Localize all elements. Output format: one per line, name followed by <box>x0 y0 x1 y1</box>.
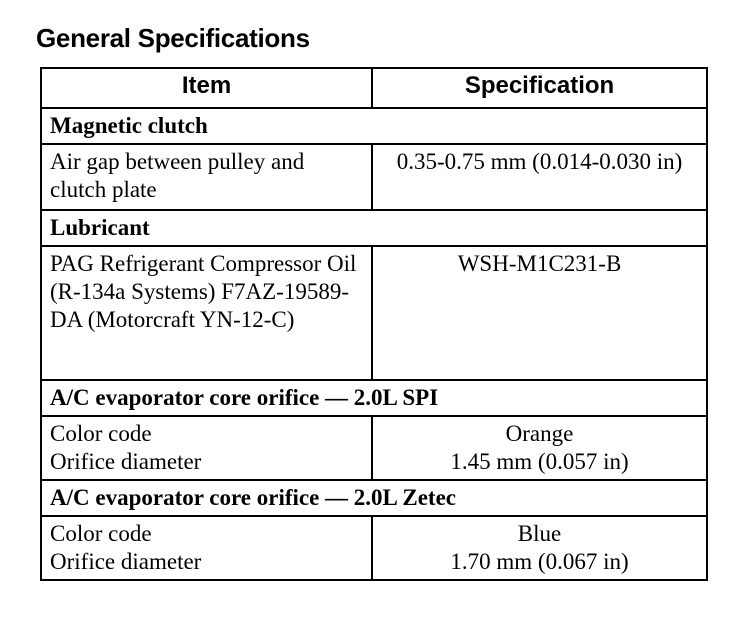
table-row <box>41 416 707 480</box>
item-text-color-code: Color code <box>50 521 152 546</box>
value-cell <box>372 246 707 380</box>
item-cell <box>41 416 372 480</box>
section-title-magnetic-clutch: Magnetic clutch <box>41 108 707 144</box>
item-cell <box>41 516 372 580</box>
item-text: PAG Refrigerant Compressor Oil (R-134a Systems) F7AZ-19589-DA (Motorcraft YN-12-C) <box>50 251 357 332</box>
item-text-color-code: Color code <box>50 421 152 446</box>
section-row <box>41 480 707 516</box>
value-cell <box>372 516 707 580</box>
section-row <box>41 380 707 416</box>
section-title-orifice-zetec: A/C evaporator core orifice — 2.0L Zetec <box>41 480 707 516</box>
value-text-color: Orange <box>505 421 574 446</box>
value-text: 0.35-0.75 mm (0.014-0.030 in) <box>396 149 683 174</box>
item-text-orifice-diameter: Orifice diameter <box>50 549 202 574</box>
item-text-orifice-diameter: Orifice diameter <box>50 449 202 474</box>
value-text: WSH-M1C231-B <box>457 251 622 276</box>
section-title-lubricant: Lubricant <box>41 210 707 246</box>
value-text-diameter: 1.70 mm (0.067 in) <box>450 549 629 574</box>
value-text-color: Blue <box>517 521 562 546</box>
table-row <box>41 246 707 380</box>
section-row <box>41 108 707 144</box>
value-text-diameter: 1.45 mm (0.057 in) <box>450 449 629 474</box>
item-cell <box>41 144 372 210</box>
value-cell <box>372 416 707 480</box>
table-header-row <box>41 68 707 108</box>
value-cell <box>372 144 707 210</box>
section-title-orifice-spi: A/C evaporator core orifice — 2.0L SPI <box>41 380 707 416</box>
column-header-specification: Specification <box>372 68 707 108</box>
table-row <box>41 144 707 210</box>
page-title: General Specifications <box>36 23 310 53</box>
column-header-item: Item <box>41 68 372 108</box>
table-row <box>41 516 707 580</box>
section-row <box>41 210 707 246</box>
item-cell <box>41 246 372 380</box>
specifications-table <box>40 67 708 581</box>
item-text: Air gap between pulley and clutch plate <box>50 149 305 202</box>
